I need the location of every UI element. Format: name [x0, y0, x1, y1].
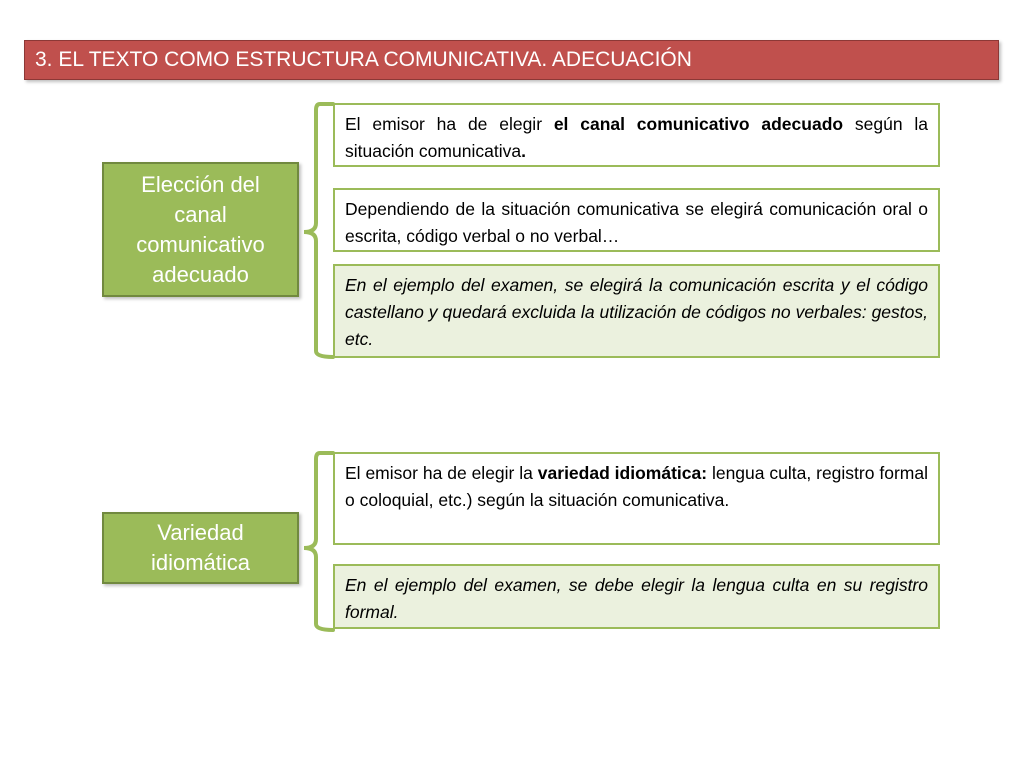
topic-variedad-idiomatica — [102, 512, 299, 584]
box-variedad-definition-bold: variedad idiomática: — [537, 463, 708, 483]
slide-title: 3. EL TEXTO COMO ESTRUCTURA COMUNICATIVA. ADECUACIÓN — [24, 40, 999, 80]
topic-variedad-idiomatica-label: Variedad idiomática — [150, 520, 251, 575]
box-canal-definition-text-2: según la situación comunicativa — [345, 114, 928, 161]
box-canal-definition-end: . — [521, 141, 526, 161]
box-variedad-definition-text-2: lengua culta, registro formal o coloquial, etc.) según la situación comunicativa. — [345, 463, 928, 510]
box-variedad-ejemplo: En el ejemplo del examen, se debe elegir la lengua culta en su registro formal. — [333, 564, 940, 629]
box-variedad-definition — [333, 452, 940, 545]
bracket-section-2 — [304, 453, 333, 630]
bracket-section-1 — [304, 104, 333, 357]
box-canal-definition — [333, 103, 940, 167]
box-canal-ejemplo: En el ejemplo del examen, se elegirá la comunicación escrita y el código castellano y quedará excluida la utilización de códigos no verbales: gestos, etc. — [333, 264, 940, 358]
box-canal-dependiendo: Dependiendo de la situación comunicativa se elegirá comunicación oral o escrita, código verbal o no verbal… — [333, 188, 940, 252]
box-canal-definition-bold: el canal comunicativo adecuado — [553, 114, 844, 134]
box-canal-definition-text-1: El emisor ha de elegir — [345, 114, 554, 134]
topic-canal-comunicativo — [102, 162, 299, 297]
box-variedad-definition-text-1: El emisor ha de elegir la — [345, 463, 538, 483]
topic-canal-comunicativo-label: Elección del canal comunicativo adecuado — [136, 171, 265, 287]
